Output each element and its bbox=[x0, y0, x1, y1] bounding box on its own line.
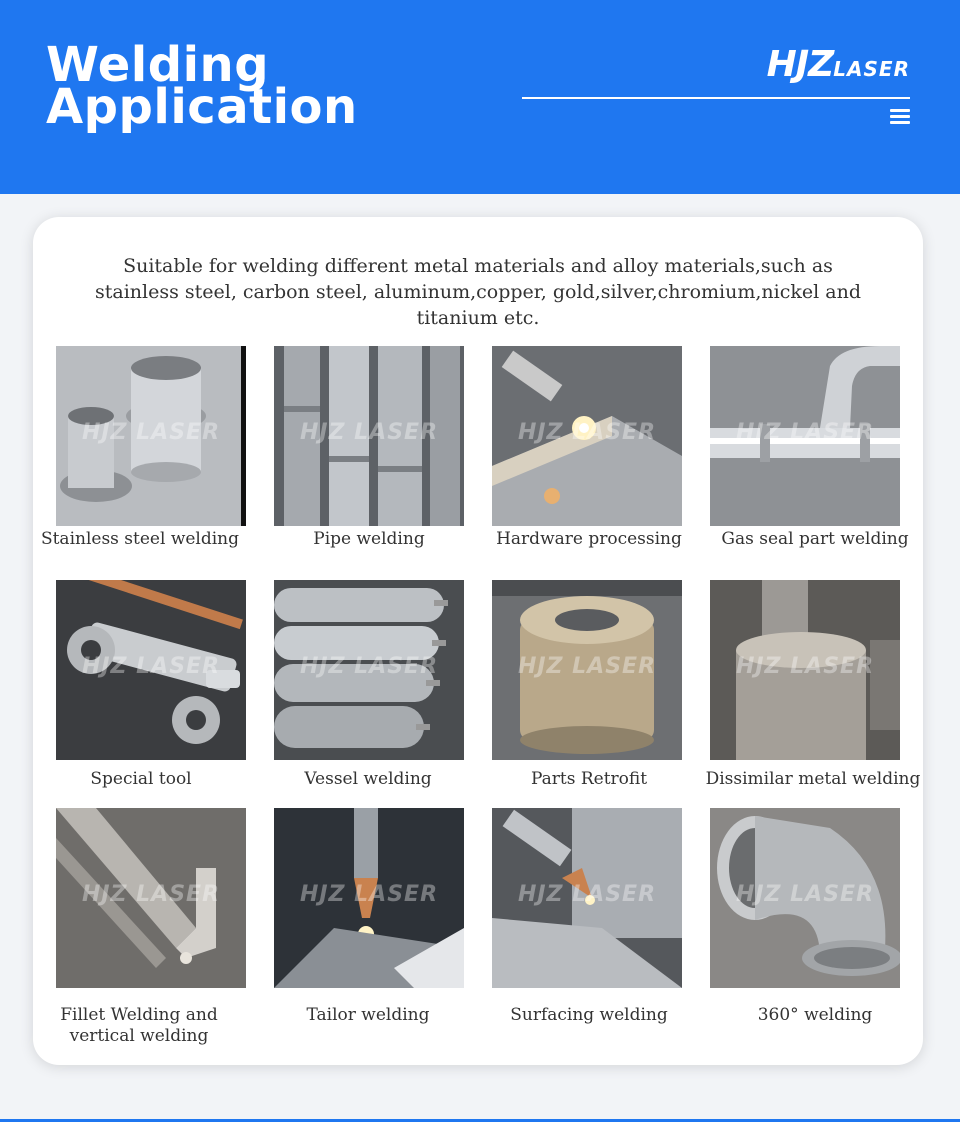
surfacing-photo bbox=[492, 808, 682, 988]
fillet-photo bbox=[56, 808, 246, 988]
logo-main-text: HJZ bbox=[766, 44, 834, 85]
stainless-steel-photo bbox=[56, 346, 246, 526]
watermark: HJZ LASER bbox=[735, 654, 875, 679]
watermark: HJZ LASER bbox=[735, 420, 875, 445]
watermark: HJZ LASER bbox=[735, 882, 875, 907]
caption-hardware: Hardware processing bbox=[496, 529, 682, 549]
watermark: HJZ LASER bbox=[81, 654, 221, 679]
title-line-2: Application bbox=[46, 79, 358, 135]
caption-fillet: Fillet Welding and vertical welding bbox=[60, 1005, 218, 1046]
watermark: HJZ LASER bbox=[517, 420, 657, 445]
header-banner bbox=[0, 0, 960, 194]
weld-360-photo bbox=[710, 808, 900, 988]
special-tool-photo bbox=[56, 580, 246, 760]
logo-sub-text: LASER bbox=[833, 57, 910, 81]
caption-vessel: Vessel welding bbox=[304, 769, 432, 789]
caption-surfacing: Surfacing welding bbox=[510, 1005, 668, 1025]
hardware-photo bbox=[492, 346, 682, 526]
page-title bbox=[46, 37, 358, 135]
vessel-photo bbox=[274, 580, 464, 760]
intro-text: Suitable for welding different metal materials and alloy materials,such as stainless steel, carbon steel, aluminum,copper, gold,silver,chromium,nickel and titanium etc. bbox=[94, 255, 861, 329]
caption-dissimilar-metal: Dissimilar metal welding bbox=[705, 769, 921, 789]
watermark: HJZ LASER bbox=[517, 654, 657, 679]
watermark: HJZ LASER bbox=[81, 420, 221, 445]
caption-tailor: Tailor welding bbox=[306, 1005, 430, 1025]
watermark: HJZ LASER bbox=[299, 882, 439, 907]
brand-logo[interactable] bbox=[767, 44, 910, 85]
hamburger-menu-icon[interactable] bbox=[890, 109, 910, 127]
caption-special-tool: Special tool bbox=[90, 769, 192, 789]
dissimilar-metal-photo bbox=[710, 580, 900, 760]
title-line-1: Welding bbox=[46, 37, 270, 93]
caption-gas-seal: Gas seal part welding bbox=[721, 529, 909, 549]
tailor-photo bbox=[274, 808, 464, 988]
gas-seal-photo bbox=[710, 346, 900, 526]
caption-pipe: Pipe welding bbox=[313, 529, 425, 549]
caption-360: 360° welding bbox=[757, 1005, 873, 1025]
logo-divider bbox=[522, 97, 910, 99]
pipe-photo bbox=[274, 346, 464, 526]
watermark: HJZ LASER bbox=[517, 882, 657, 907]
watermark: HJZ LASER bbox=[81, 882, 221, 907]
caption-stainless-steel: Stainless steel welding bbox=[40, 529, 240, 549]
application-card bbox=[33, 217, 923, 1065]
parts-retrofit-photo bbox=[492, 580, 682, 760]
caption-parts-retrofit: Parts Retrofit bbox=[530, 769, 648, 789]
watermark: HJZ LASER bbox=[299, 420, 439, 445]
watermark: HJZ LASER bbox=[299, 654, 439, 679]
